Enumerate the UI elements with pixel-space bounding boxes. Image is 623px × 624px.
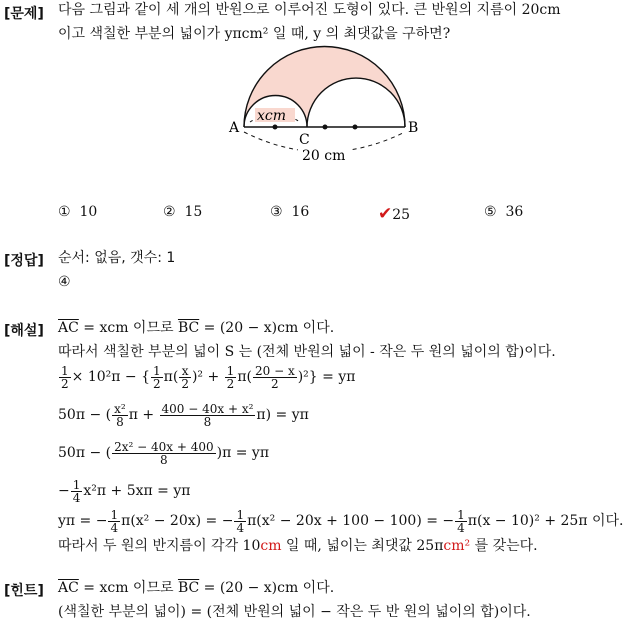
solution-line7 [58,506,623,536]
solution-line4 [58,400,309,430]
check-icon: ✔ [378,204,393,224]
choice-2-mark: ② [163,204,176,220]
solution-line3-mid3: π( [237,369,252,385]
segment-bc: $\overline{BC}$ [177,320,200,336]
frac [112,403,128,428]
choice-5-mark: ⑤ [484,204,497,220]
hint-segment-ac: $\overline{AC}$ [58,580,79,596]
segment-ac: $\overline{AC}$ [58,320,79,336]
frac [112,441,216,466]
solution-line8 [58,536,538,556]
minus-sign: − [58,483,70,499]
choice-5-value: 36 [505,204,524,220]
solution-line1 [58,318,334,338]
solution-line4-mid: π + [128,407,159,423]
frac [151,365,163,390]
frac [108,509,120,534]
label-a: A [229,120,240,136]
answer-line2: ④ [58,274,71,290]
frac-den: 4 [236,520,245,535]
frac [225,365,237,390]
choice-2[interactable] [163,204,202,220]
frac-den: 4 [110,520,119,535]
frac-num: x² [114,401,126,416]
label-c: C [299,132,310,148]
solution-line3-pre: × 10²π − { [71,369,150,385]
choice-1-mark: ① [58,204,71,220]
solution-line5-end: )π = yπ [216,445,270,461]
choice-3-value: 16 [291,204,310,220]
frac-num: 1 [457,507,465,522]
solution-line8-mid: 일 때, 넓이는 최댓값 25π [281,538,444,554]
frac-num: 20 − x [254,363,295,378]
solution-line6-end: x²π + 5xπ = yπ [83,483,191,499]
frac [234,509,246,534]
label-20cm: 20 cm [302,148,346,164]
frac-den: 8 [160,452,168,467]
frac-num: x [179,365,191,378]
solution-line8-end: 를 갖는다. [470,538,538,554]
frac-num: 1 [226,363,235,378]
frac-den: 4 [72,490,81,505]
choice-3[interactable] [270,204,309,220]
hint-line1-a: = xcm 이므로 [78,580,178,596]
solution-line3 [58,362,355,392]
frac-num: 1 [110,507,119,522]
frac [160,403,256,428]
solution-line5-pre: 50π − ( [58,445,112,461]
frac-den: 2 [181,376,189,391]
frac-num: 2x² − 40x + 400 [114,439,214,454]
solution-line7-c: π(x − 10)² + 25π 이다. [467,513,623,529]
solution-tag: [해설] [4,323,44,339]
answer-line1: 순서: 없음, 갯수: 1 [58,250,176,266]
hint-tag: [힌트] [4,583,44,599]
frac-num: 1 [72,477,81,492]
semicircle-figure [0,52,592,172]
solution-line7-a: π(x² − 20x) = − [121,513,234,529]
solution-line1-a: = xcm 이므로 [78,320,178,336]
solution-unit-cm: cm [260,538,282,554]
solution-line7-b: π(x² − 20x + 100 − 100) = − [247,513,455,529]
frac-num: 1 [61,363,69,378]
frac [179,365,191,390]
solution-line4-pre: 50π − ( [58,407,112,423]
frac-num: 400 − 40x + x² [161,401,254,416]
choice-3-mark: ③ [270,204,283,220]
solution-line6 [58,476,190,506]
problem-text-line2: 이고 색칠한 부분의 넓이가 yπcm² 일 때, y 의 최댓값을 구하면? [58,26,451,42]
choice-list [58,204,578,224]
solution-line7-pre: yπ = − [58,513,108,529]
solution-line3-mid1: π( [163,369,179,385]
solution-line8-pre: 따라서 두 원의 반지름이 각각 10 [58,538,261,554]
frac-num: 1 [236,507,245,522]
solution-line3-end: )²} = yπ [297,369,356,385]
frac-den: 2 [271,376,279,391]
solution-line1-b: = (20 − x)cm 이다. [199,320,335,336]
hint-line1 [58,578,334,598]
hint-segment-bc: $\overline{BC}$ [177,580,200,596]
frac-den: 8 [116,414,124,429]
hint-line1-b: = (20 − x)cm 이다. [199,580,335,596]
frac [455,509,467,534]
label-b: B [408,120,419,136]
label-x: xcm [257,108,287,124]
choice-4-value: 25 [392,207,411,223]
frac [71,479,83,504]
hint-line2: (색칠한 부분의 넓이) = (전체 반원의 넓이 − 작은 두 반 원의 넓이의 합)이다. [58,604,531,620]
frac-den: 2 [153,376,161,391]
solution-unit-cm2: cm² [443,538,471,554]
answer-tag: [정답] [4,253,44,269]
solution-line2: 따라서 색칠한 부분의 넓이 S 는 (전체 반원의 넓이 - 작은 두 원의 넓이의 합)이다. [58,344,556,360]
solution-line4-end: π) = yπ [256,407,309,423]
frac-den: 2 [61,376,69,391]
frac-den: 4 [457,520,465,535]
center-dot-3 [353,125,358,130]
frac [59,365,71,390]
frac-num: 1 [153,363,161,378]
center-dot-2 [323,125,328,130]
problem-text-line1: 다음 그림과 같이 세 개의 반원으로 이루어진 도형이 있다. 큰 반원의 지름이 20cm [58,2,561,18]
choice-4[interactable] [378,204,410,224]
solution-line5 [58,438,269,468]
choice-2-value: 15 [184,204,203,220]
frac-den: 8 [203,414,212,429]
center-dot-1 [273,125,278,130]
frac [253,365,297,390]
choice-5[interactable] [484,204,523,220]
choice-1-value: 10 [79,204,98,220]
problem-tag: [문제] [4,6,44,22]
solution-line3-mid2: )² + [191,369,224,385]
frac-den: 2 [226,376,235,391]
choice-1[interactable] [58,204,97,220]
